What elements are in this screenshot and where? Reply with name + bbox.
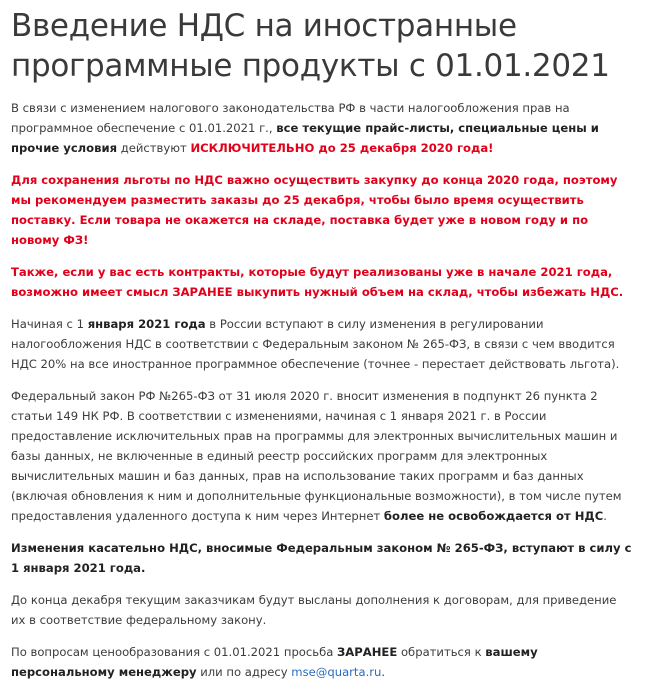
bold-text: более не освобождается от НДС — [383, 509, 604, 523]
paragraph-warning-purchase: Для сохранения льготы по НДС важно осуществить закупку до конца 2020 года, поэтому мы рекомендуем разместить заказы до 25 декабря, чтобы было время осуществить поставку. Если товара не окажется на складе, поставка будет уже в новом году и по новому ФЗ! — [11, 173, 618, 247]
text: Федеральный закон РФ №265-ФЗ от 31 июля 2020 г. вносит изменения в подпункт 26 пункта 2 статьи 149 НК РФ. В соответствии с изменениями, начиная с 1 января 2021 г. в России предоставление исключительных прав на программы для электронных вычислительных машин и базы данных, не включенные в единый реестр российских программ для электронных вычислительных машин и баз данных, прав на использование таких программ и баз данных (включая обновления к ним и дополнительные функциональные возможности), в том числе путем предоставления удаленного доступа к ним через Интернет — [11, 389, 622, 523]
text: . — [603, 509, 607, 523]
bold-text: все текущие прайс-листы, специальные цены и прочие условия — [11, 121, 599, 155]
text: в России вступают в силу изменения в регулировании налогообложения НДС в соответствии с Федеральным законом № 265-ФЗ, в связи с чем вводится НДС 20% на все иностранное программное обеспечение (точнее - перестает действовать льгота). — [11, 317, 620, 371]
paragraph-law-details — [11, 386, 632, 526]
bold-text: января 2021 года — [87, 317, 206, 331]
text: действуют — [117, 141, 191, 155]
email-link[interactable]: mse@quarta.ru — [291, 665, 382, 679]
text: Начиная с 1 — [11, 317, 88, 331]
bold-text: ЗАРАНЕЕ — [337, 645, 398, 659]
text: . — [381, 665, 386, 679]
paragraph-contact — [11, 642, 632, 682]
paragraph-effective-date: Изменения касательно НДС, вносимые Федеральным законом № 265-ФЗ, вступают в силу с 1 января 2021 года. — [11, 541, 632, 575]
paragraph-contract-amendments: До конца декабря текущим заказчикам будут высланы дополнения к договорам, для приведение их в соответствие федеральному закону. — [11, 593, 617, 627]
highlight-text: ИСКЛЮЧИТЕЛЬНО до 25 декабря 2020 года! — [190, 141, 494, 155]
page-title: Введение НДС на иностранные программные продукты с 01.01.2021 — [11, 8, 610, 84]
paragraph-price-validity — [11, 98, 632, 158]
paragraph-law-intro — [11, 314, 632, 374]
text: или по адресу — [196, 665, 292, 679]
paragraph-warning-contracts: Также, если у вас есть контракты, которые будут реализованы уже в начале 2021 года, возможно имеет смысл ЗАРАНЕЕ выкупить нужный объем на склад, чтобы избежать НДС. — [11, 265, 624, 299]
bold-text: вашему персональному менеджеру — [11, 645, 538, 679]
text: В связи с изменением налогового законодательства РФ в части налогообложения прав на программное обеспечение с 01.01.2021 г., — [11, 101, 570, 135]
text: По вопросам ценообразования с 01.01.2021 просьба — [11, 645, 338, 659]
text: обратиться к — [397, 645, 486, 659]
